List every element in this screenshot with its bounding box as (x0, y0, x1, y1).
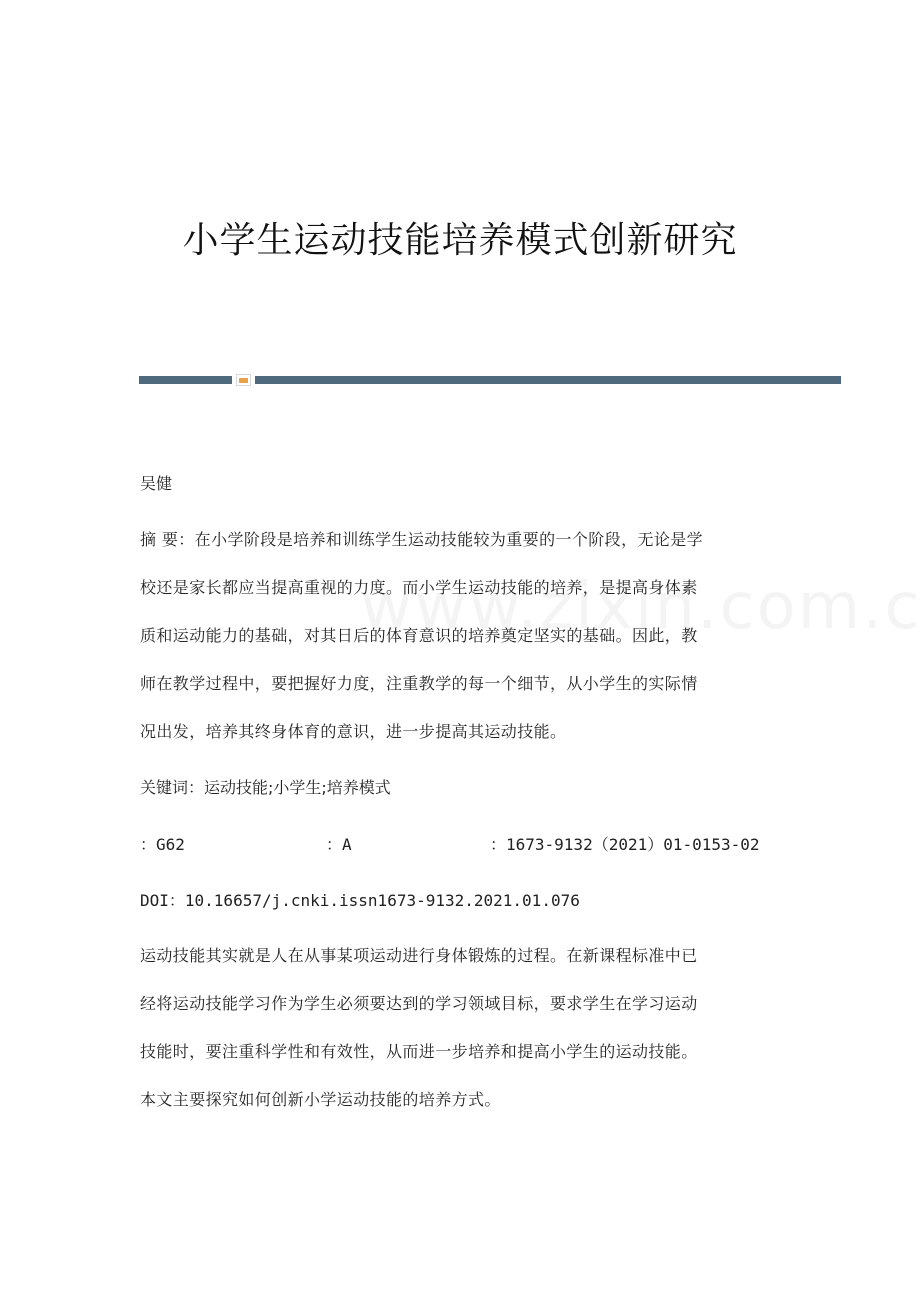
divider-bar-left (139, 376, 232, 384)
article-id: ：1673-9132（2021）01-0153-02 (490, 835, 760, 854)
body-line: 本文主要探究如何创新小学运动技能的培养方式。 (140, 1090, 501, 1109)
document-title: 小学生运动技能培养模式创新研究 (182, 220, 738, 261)
abstract-line: 校还是家长都应当提高重视的力度。而小学生运动技能的培养，是提高身体素 (140, 578, 698, 597)
abstract-line: 摘 要：在小学阶段是培养和训练学生运动技能较为重要的一个阶段，无论是学 (140, 530, 704, 549)
body-line: 运动技能其实就是人在从事某项运动进行身体锻炼的过程。在新课程标准中已 (140, 946, 698, 965)
abstract-line: 质和运动能力的基础，对其日后的体育意识的培养奠定坚实的基础。因此，教 (140, 626, 698, 645)
keywords-line: 关键词：运动技能;小学生;培养模式 (140, 778, 391, 797)
abstract-line: 师在教学过程中，要把握好力度，注重教学的每一个细节，从小学生的实际情 (140, 674, 698, 693)
title-divider (139, 374, 841, 386)
doi-line: DOI：10.16657/j.cnki.issn1673-9132.2021.01.076 (140, 891, 580, 910)
divider-mark-icon (236, 374, 251, 386)
body-line: 经将运动技能学习作为学生必须要达到的学习领域目标，要求学生在学习运动 (140, 994, 698, 1013)
divider-bar-right (255, 376, 841, 384)
abstract-line: 况出发，培养其终身体育的意识，进一步提高其运动技能。 (140, 722, 567, 741)
author-name: 吴健 (140, 474, 173, 493)
document-code: ：A (326, 835, 352, 854)
clc-number: ：G62 (140, 835, 185, 854)
body-line: 技能时，要注重科学性和有效性，从而进一步培养和提高小学生的运动技能。 (140, 1042, 698, 1061)
